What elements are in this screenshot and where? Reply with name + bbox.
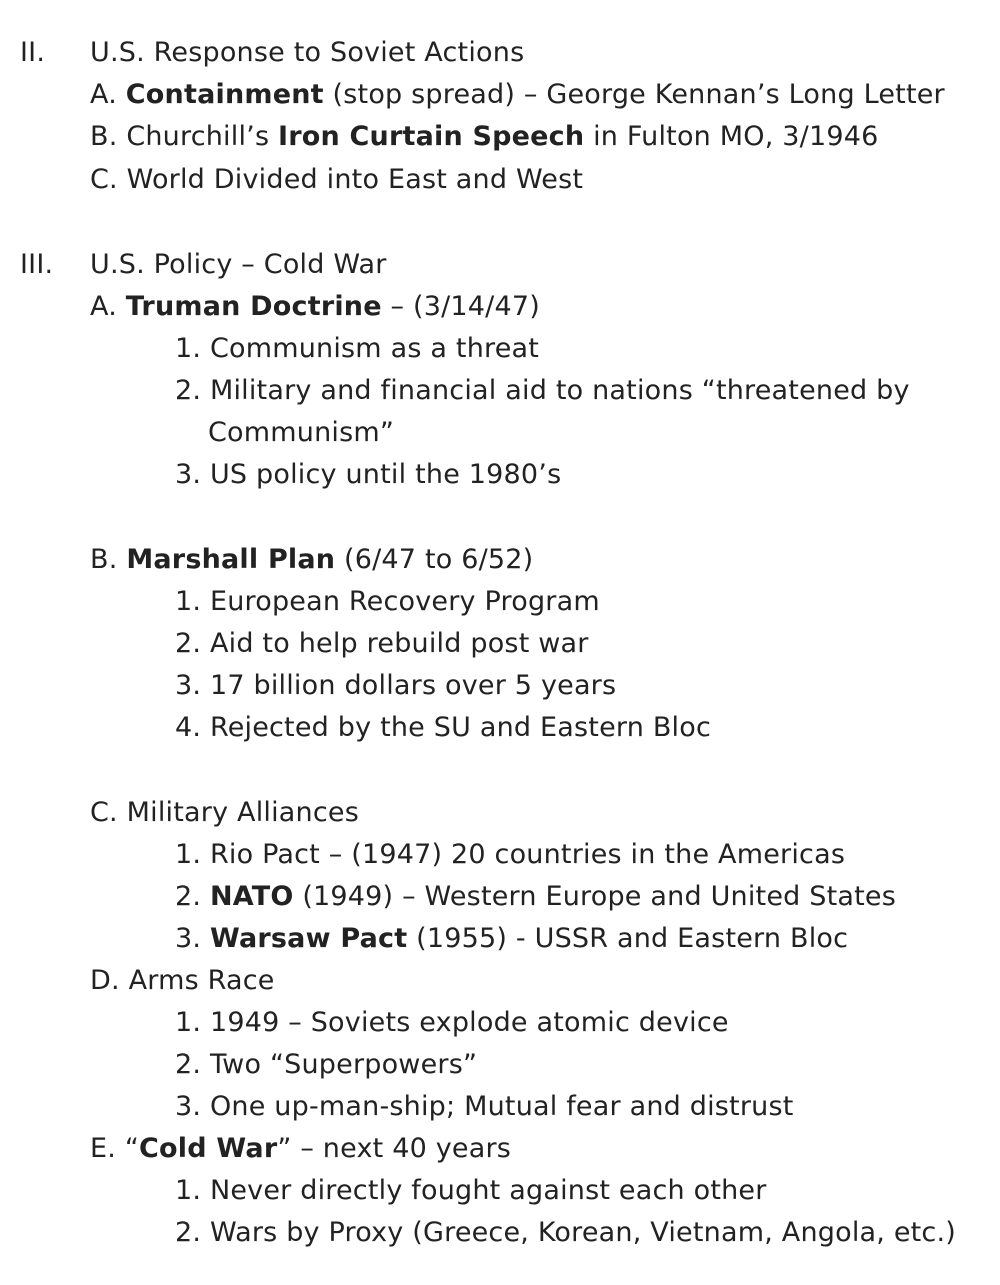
section-2-numeral: II. (20, 37, 46, 68)
list-item: 1. Never directly fought against each other (175, 1175, 767, 1206)
list-item (175, 880, 896, 914)
section-3-numeral: III. (20, 249, 54, 280)
s3-item-b (90, 543, 533, 577)
list-item: 2. Wars by Proxy (Greece, Korean, Vietnam, Angola, etc.) (175, 1217, 956, 1248)
item-text: – (3/14/47) (381, 291, 540, 322)
term-marshall-plan: Marshall Plan (126, 544, 336, 575)
term-iron-curtain: Iron Curtain Speech (278, 121, 585, 152)
s3-item-e (90, 1132, 511, 1166)
s2-item-c (90, 163, 583, 197)
item-text: (stop spread) – George Kennan’s Long Letter (323, 79, 945, 110)
item-letter: E. (90, 1133, 117, 1164)
item-text: (1955) - USSR and Eastern Bloc (407, 923, 849, 954)
term-containment: Containment (125, 79, 324, 110)
item-letter: B. (90, 121, 118, 152)
item-letter: B. (90, 544, 118, 575)
s3-item-a (90, 290, 540, 324)
list-item: 3. One up-man-ship; Mutual fear and distrust (175, 1091, 794, 1122)
open-quote: “ (124, 1133, 140, 1164)
item-text: (6/47 to 6/52) (335, 544, 534, 575)
list-item-continuation: Communism” (208, 417, 395, 448)
list-item: 1. Communism as a threat (175, 333, 540, 364)
section-3-title: U.S. Policy – Cold War (90, 249, 387, 280)
list-item: 4. Rejected by the SU and Eastern Bloc (175, 712, 712, 743)
s3-item-d (90, 964, 275, 998)
item-text: in Fulton MO, 3/1946 (584, 121, 879, 152)
section-2-title: U.S. Response to Soviet Actions (90, 37, 525, 68)
item-text-pre: Churchill’s (126, 121, 278, 152)
list-item: 1. Rio Pact – (1947) 20 countries in the Americas (175, 839, 846, 870)
list-item: 2. Aid to help rebuild post war (175, 628, 589, 659)
list-item: 2. Two “Superpowers” (175, 1049, 478, 1080)
term-truman-doctrine: Truman Doctrine (125, 291, 382, 322)
list-item: 1. European Recovery Program (175, 586, 600, 617)
item-number: 3. (175, 923, 210, 954)
s2-item-b (90, 120, 878, 154)
item-text: ” – next 40 years (277, 1133, 512, 1164)
list-item: 1. 1949 – Soviets explode atomic device (175, 1007, 729, 1038)
item-text: Military Alliances (126, 797, 359, 828)
term-nato: NATO (209, 881, 294, 912)
list-item: 3. US policy until the 1980’s (175, 459, 562, 490)
item-letter: C. (90, 164, 118, 195)
s2-item-a (90, 78, 945, 112)
s3-item-c (90, 796, 359, 830)
item-letter: D. (90, 965, 120, 996)
item-text: World Divided into East and West (126, 164, 584, 195)
item-letter: A. (90, 79, 117, 110)
term-cold-war: Cold War (139, 1133, 278, 1164)
term-warsaw-pact: Warsaw Pact (209, 923, 408, 954)
item-letter: A. (90, 291, 117, 322)
item-letter: C. (90, 797, 118, 828)
list-item (175, 922, 848, 956)
item-text: Arms Race (128, 965, 275, 996)
list-item: 3. 17 billion dollars over 5 years (175, 670, 617, 701)
item-number: 2. (175, 881, 210, 912)
list-item: 2. Military and financial aid to nations “threatened by (175, 375, 910, 406)
item-text: (1949) – Western Europe and United States (293, 881, 897, 912)
